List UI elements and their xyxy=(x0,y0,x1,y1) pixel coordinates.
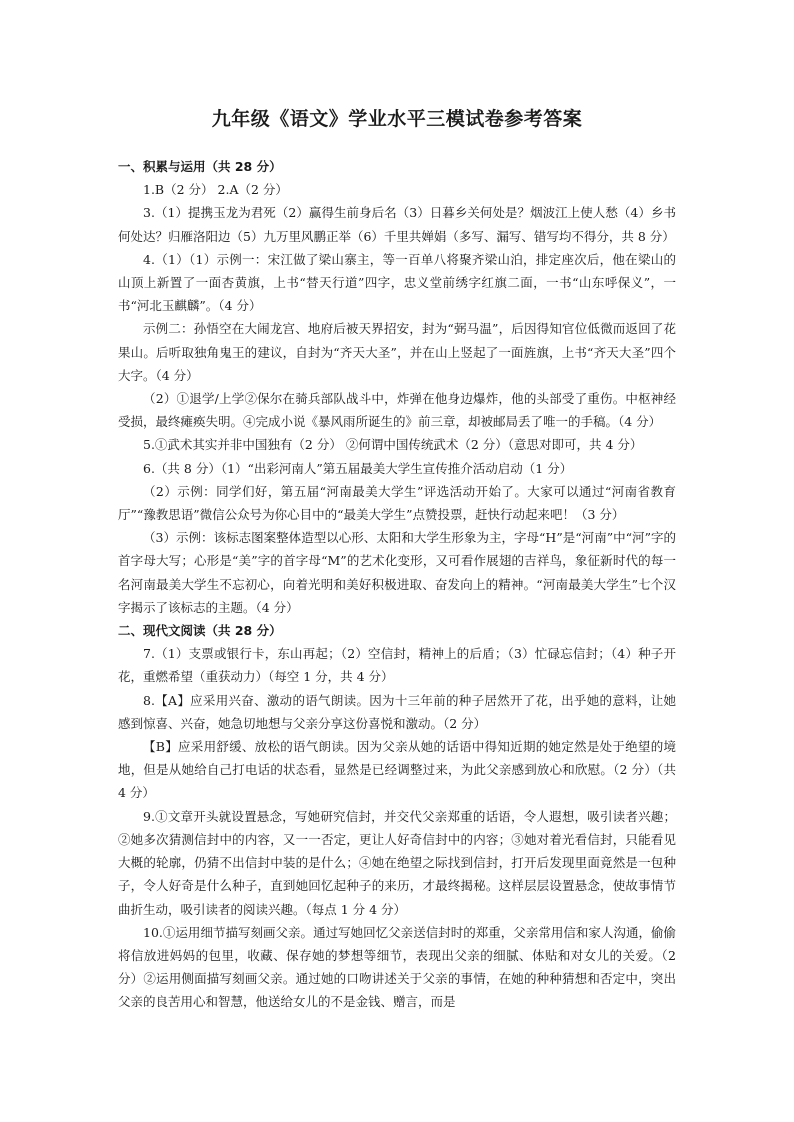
answer-paragraph: 6.（共 8 分）（1）“出彩河南人”第五届最美大学生宣传推介活动启动（1 分） xyxy=(143,460,573,476)
section-heading: 一、积累与运用（共 28 分） xyxy=(118,159,282,174)
answer-paragraph: 【B】应采用舒缓、放松的语气朗读。因为父亲从她的话语中得知近期的她定然是处于绝望的境地，但是从她给自己打电话的状态看，显然是已经调整过来，为此父亲感到放心和欣慰。（2 分）（共 4 分） xyxy=(118,739,676,801)
answer-paragraph: 8.【A】应采用兴奋、激动的语气朗读。因为十三年前的种子居然开了花，出乎她的意料，让她感到惊喜、兴奋，她急切地想与父亲分享这份喜悦和激动。（2 分） xyxy=(118,692,676,731)
answer-body xyxy=(118,155,676,1014)
answer-paragraph: 4.（1）（1）示例一：宋江做了梁山寨主，等一百单八将聚齐梁山泊，排定座次后，他在梁山的山顶上新置了一面杏黄旗，上书“替天行道”四字，忠义堂前绣字红旗二面，一书“山东呼保义”，一书“河北玉麒麟”。（4 分） xyxy=(118,251,676,314)
answer-paragraph: 10.①运用细节描写刻画父亲。通过写她回忆父亲送信封时的郑重，父亲常用信和家人沟通，偷偷将信放进妈妈的包里，收藏、保存她的梦想等细节，表现出父亲的细腻、体贴和对女儿的关爱。（2 分）②运用侧面描写刻画父亲。通过她的口吻讲述关于父亲的事情，在她的种种猜想和否定中，突出父亲的良苦用心和智慧，他送给女儿的不是金钱、赠言，而是 xyxy=(118,924,676,1010)
answer-paragraph: （3）示例：该标志图案整体造型以心形、太阳和大学生形象为主，字母“H”是“河南”中“河”字的首字母大写；心形是“美”字的首字母“M”的艺术化变形，又可看作展翅的吉祥鸟，象征新时代的每一名河南最美大学生不忘初心，向着光明和美好积极进取、奋发向上的精神。“河南最美大学生”七个汉字揭示了该标志的主题。（4 分） xyxy=(118,530,676,615)
answer-paragraph: 5.①武术其实并非中国独有（2 分） ②何谓中国传统武术（2 分）（意思对即可，共 4 分） xyxy=(143,437,643,453)
section-heading: 二、现代文阅读（共 28 分） xyxy=(118,623,282,639)
answer-paragraph: 7.（1）支票或银行卡，东山再起；（2）空信封，精神上的后盾；（3）忙碌忘信封；（4）种子开花，重燃希望（重获动力）（每空 1 分，共 4 分） xyxy=(118,646,676,685)
page-title: 九年级《语文》学业水平三模试卷参考答案 xyxy=(211,108,583,130)
answer-paragraph: （2）示例：同学们好，第五届“河南最美大学生”评选活动开始了。大家可以通过“河南省教育厅”“豫教思语”微信公众号为你心目中的“最美大学生”点赞投票，赶快行动起来吧！（3 分） xyxy=(118,483,676,523)
answer-paragraph: 3.（1）提携玉龙为君死（2）赢得生前身后名（3）日暮乡关何处是？烟波江上使人愁（4）乡书何处达？归雁洛阳边（5）九万里风鹏正举（6）千里共婵娟（多写、漏写、错写均不得分，共 8 分） xyxy=(118,205,676,244)
answer-paragraph: 示例二：孙悟空在大闹龙宫、地府后被天界招安，封为“弼马温”，后因得知官位低微而返回了花果山。后听取独角鬼王的建议，自封为“齐天大圣”，并在山上竖起了一面旌旗，上书“齐天大圣”四个大字。（4 分） xyxy=(118,321,676,383)
answer-paragraph: （2）①退学/上学②保尔在骑兵部队战斗中，炸弹在他身边爆炸，他的头部受了重伤。中枢神经受损，最终瘫痪失明。④完成小说《暴风雨所诞生的》前三章，却被邮局丢了唯一的手稿。（4 分） xyxy=(118,391,676,430)
answer-paragraph: 9.①文章开头就设置悬念，写她研究信封，并交代父亲郑重的话语，令人遐想，吸引读者兴趣；②她多次猜测信封中的内容，又一一否定，更让人好奇信封中的内容；③她对着光看信封，只能看见大概的轮廓，仍猜不出信封中装的是什么；④她在绝望之际找到信封，打开后发现里面竟然是一包种子，令人好奇是什么种子，直到她回忆起种子的来历，才最终揭秘。这样层层设置悬念，使故事情节曲折生动，吸引读者的阅读兴趣。（每点 1 分 4 分） xyxy=(118,808,676,917)
answer-paragraph: 1.B（2 分） 2.A（2 分） xyxy=(143,182,288,198)
